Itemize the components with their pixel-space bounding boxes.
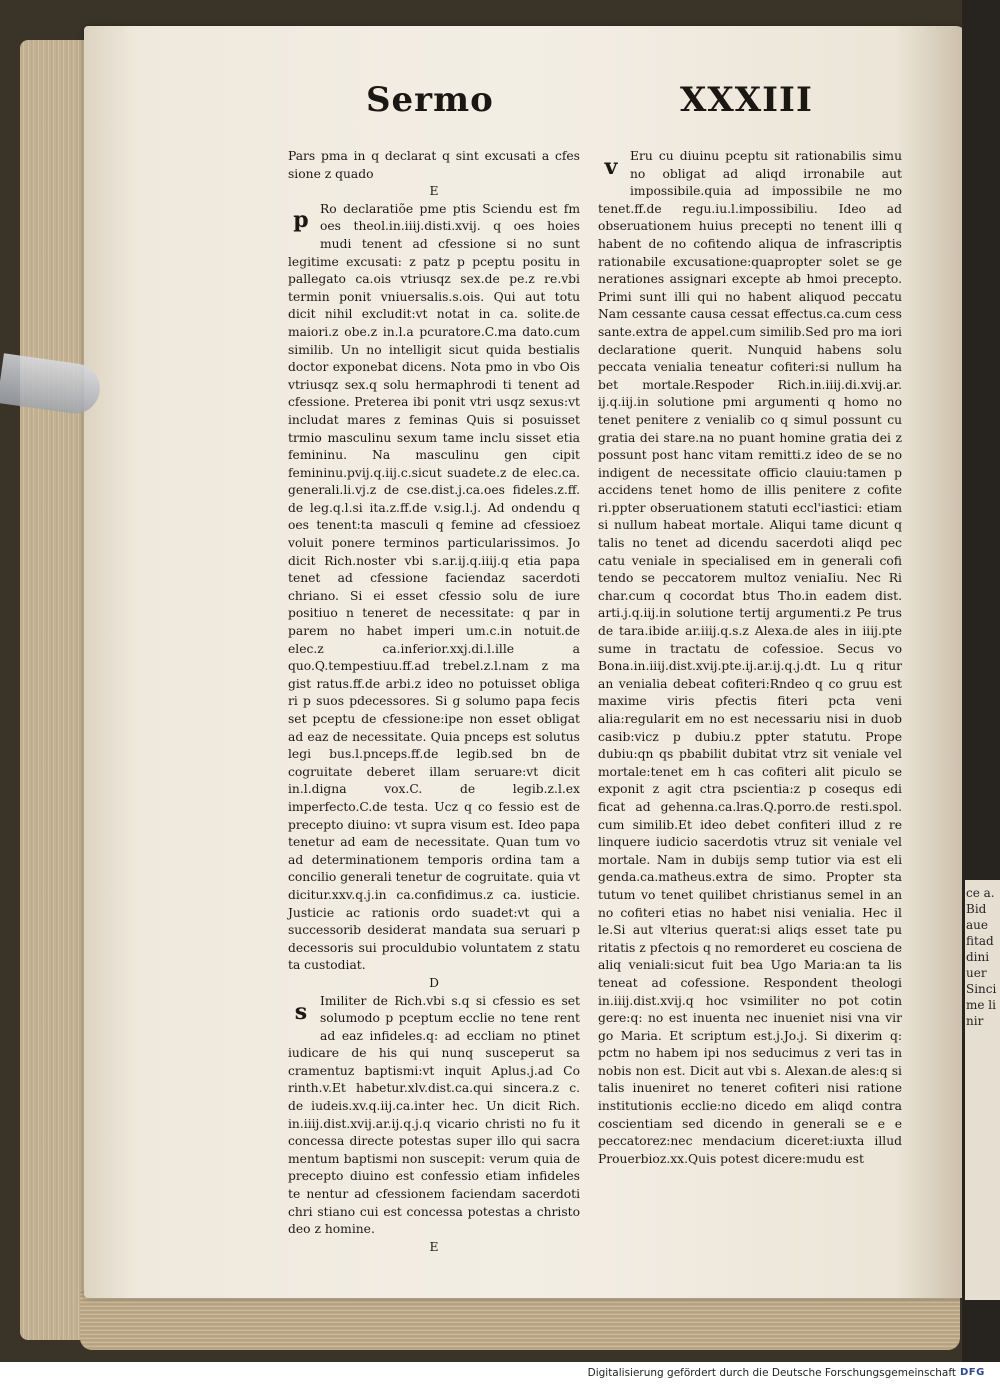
initial-letter-p: p (293, 206, 309, 233)
footer-bar (0, 1362, 1000, 1387)
paragraph-s-text: Imiliter de Rich.vbi s.q si cfessio es set solumodo p pceptum ecclie no tene rent ad eaz infideles.q: ad eccliam no ptinet iudicare de his qui nunq susceperut sa cramentuz baptismi:vt inquit Aplus.j.ad Co rinth.v.Et habetur.xlv.dist.ca.qui sincera.z c. de iudeis.xv.q.iij.ca.inter hec. Un dicit Rich. in.iiij.dist.xvij.ar.ij.q.j.q vicario christi no fu it concessa directe potestas super illo qui sacra mentum baptismi non suscepit: verum quia de precepto diuino est confessio etiam infideles te nentur ad cfessionem faciendam sacerdoti chri stiano cui est concessa potestas a christo deo z homine. (288, 993, 580, 1237)
initial-letter-s: s (294, 998, 308, 1025)
page-edges-left (20, 40, 90, 1340)
running-head-left: Sermo (366, 80, 494, 120)
section-mark-e2: E (429, 1239, 439, 1254)
section-heading: Pars pma in q declarat q sint excusati a cfes sione z quado (288, 149, 580, 181)
initial-letter-v: v (604, 154, 618, 180)
footer-credit: Digitalisierung gefördert durch die Deutsche Forschungsgemeinschaft (587, 1367, 956, 1379)
paragraph-v (598, 148, 902, 1168)
section-mark-e: E (429, 184, 439, 199)
paragraph-v-text: Eru cu diuinu pceptu sit rationabilis simu no obligat ad aliqd irronabile aut impossibile.quia ad impossibile ne mo tenet.ff.de regu.iu.l.impossibiliu. Ideo ad obseruationem huius precepti no tenent illi q habent de no cofitendo aliqua de infrascriptis rationabile excusatione:quapropter solet se ge nerationes assignari excepte ab hmoi precepto. Primi sunt illi qui no habent aliquod peccatu Nam cessante causa cessat effectus.ca.cum cess sante.extra de appel.cum similib.Sed pro ma iori declaratione querit. Nunquid habens solu peccata venialia teneatur cofiteri:si nullum ha bet mortale.Respoder Rich.in.iiij.di.xvij.ar. ij.q.iij.in solutione pmi argumenti q homo no tenet penitere z venialib co q simul possunt cu gratia dei stare.na no puant homine gratia dei z possunt post hanc vitam remitti.z ideo de se no indigent de necessitate officio clauiu:tamen p accidens tenet homo de illis penitere z cofite ri.ppter obseruationem statuti eccl'iastici: etiam si nullum habeat mortale. Aliqui tame dicunt q talis no tenet ad dicendu sacerdoti aliqd pec catu veniale in specialised em in generali cofi tendo se peccatorem multoz veniaIiu. Nec Ri char.cum q cocordat btus Tho.in eadem dist. arti.j.q.iij.in solutione tertij argumenti.z Pe trus de tara.ibide ar.iiij.q.s.z Alexa.de ales in iiij.pte sume in tractatu de cofessioe. Secus vo Bona.in.iiij.dist.xvij.pte.ij.ar.ij.q.j.dt. Lu q ritur an venialia debeat cofiteri:Rndeo q co gruu est maxime viris pfectis fiteri pcta veni alia:regularit em no est necessariu nisi in duob casib:vicz p dubiu.z ppter statutu. Prope dubiu:qn qs pbabilit dubitat vtrz sit veniale vel mortale:tenet em h cas cofiteri alit piculo se exponit z agit ctra pscientia:z p cosequs edi ficat ad gehenna.ca.lras.Q.porro.de resti.spol. cum similib.Et ideo debet confiteri illud z re linquere iudicio sacerdotis vtruz sit veniale vel mortale. Nam in dubijs semp tutior via est eli genda.ca.matheus.extra de simo. Propter sta tutum vo tenet quilibet christianus semel in an no cofiteri etias no habet nisi venialia. Hec il le.Si aut vlterius querat:si aliqs esset tate pu ritatis z pfectois q no remorderet eu cosciena de aliq veniali:sicut fuit bea Ugo Maria:an ta lis teneat ad cofessione. Respondent theologi in.iiij.dist.xvij.q hoc vsimiliter no pot cotin gere:q: no est inuenta nec inueniet nisi vna vir go Maria. Et scriptum est.j.Jo.j. Si dixerim q: pctm no habem ipi nos seducimus z veri tas in nobis non est. Dicit aut vbi s. Alexan.de ales:q si talis inueniret no teneret cofiteri nisi ratione institutionis ecclie:no dicedo em aliqd contra coscientiam sed dicendo in generali se e e peccatorez:nec mendacium diceret:iuxta illud Prouerbioz.xx.Quis potest dicere:mudu est (598, 149, 902, 1166)
dfg-logo-icon: DFG (960, 1367, 985, 1378)
right-column (598, 148, 902, 1168)
left-column (288, 148, 580, 1256)
next-page-fragment: ce a. Bid aue fitad dini uer Sinci me li nir (966, 886, 997, 1028)
page-edges-bottom (80, 1290, 960, 1350)
section-mark-d: D (429, 975, 439, 990)
running-head-right: XXXIII (680, 80, 813, 120)
paragraph-s (288, 993, 580, 1239)
paragraph-p-text: Ro declaratiõe pme ptis Sciendu est fm oes theol.in.iiij.disti.xvij. q oes hoies mudi tenent ad cfessione si no sunt legitime excusati: z patz p pceptu positu in pallegato ca.ois vtriusqz sex.de pe.z re.vbi termin ponit vniuersalis.s.ois. Qui aut totu dicit nihil excludit:vt notat in ca. solite.de maiori.z obe.z in.l.a pcuratore.C.ma dato.cum similib. Un no intelligit sicut quida bestialis doctor exponebat dicens. Nota pmo in vbo Ois vtriusqz sex.q solu hermaphrodi ti tenent ad cfessione. Preterea ibi ponit vtri usqz sexus:vt includat mares z feminas Quis si posuisset trmio masculinu sexum tame inclu sisset etia femininu. Na masculinu gen cipit femininu.pvij.q.iij.c.sicut suadete.z de elec.ca. generali.li.vj.z de cse.dist.j.ca.oes fideles.z.ff. de leg.q.l.si ita.z.ff.de v.sig.l.j. Ad ondendu q oes tenent:ta masculi q femine ad cfessioez voluit ponere terminos particularissimos. Jo dicit Rich.noster vbi s.ar.ij.q.iiij.q etia papa tenet ad cfessione faciendaz sacerdoti chriano. Si ei esset cfessio solu de iure positiuo n teneret de necessitate: q par in parem no habet imperi um.c.in notuit.de elec.z ca.inferior.xxj.di.l.ille a quo.Q.tempestiuu.ff.ad trebel.z.l.nam z ma gist ratus.ff.de arbi.z ideo no potuisset obliga ri p suos pdecessores. Si g solumo papa fecis set pceptu de cfessione:ipe non esset obligat ad eaz de necessitate. Quia pnceps est solutus legi bus.l.pnceps.ff.de legib.sed bn de cogruitate deberet illam seruare:vt dicit in.l.digna vox.C. de legib.z.l.ex imperfecto.C.de testa. Ucz q co fessio est de precepto diuino: vt supra visum est. Ideo papa tenetur ad eam de necessitate. Quan tum vo ad determinationem temporis ordina tam a concilio generali tenetur de cogruitate. quia vt dicitur.xxv.q.j.in ca.confidimus.z ca. iusticie. Justicie ac rationis ordo suadet:vt qui a successorib desiderat mandata sua seruari p decessoris sui proculdubio voluntatem z statu ta custodiat. (288, 201, 580, 973)
paragraph-p (288, 201, 580, 975)
